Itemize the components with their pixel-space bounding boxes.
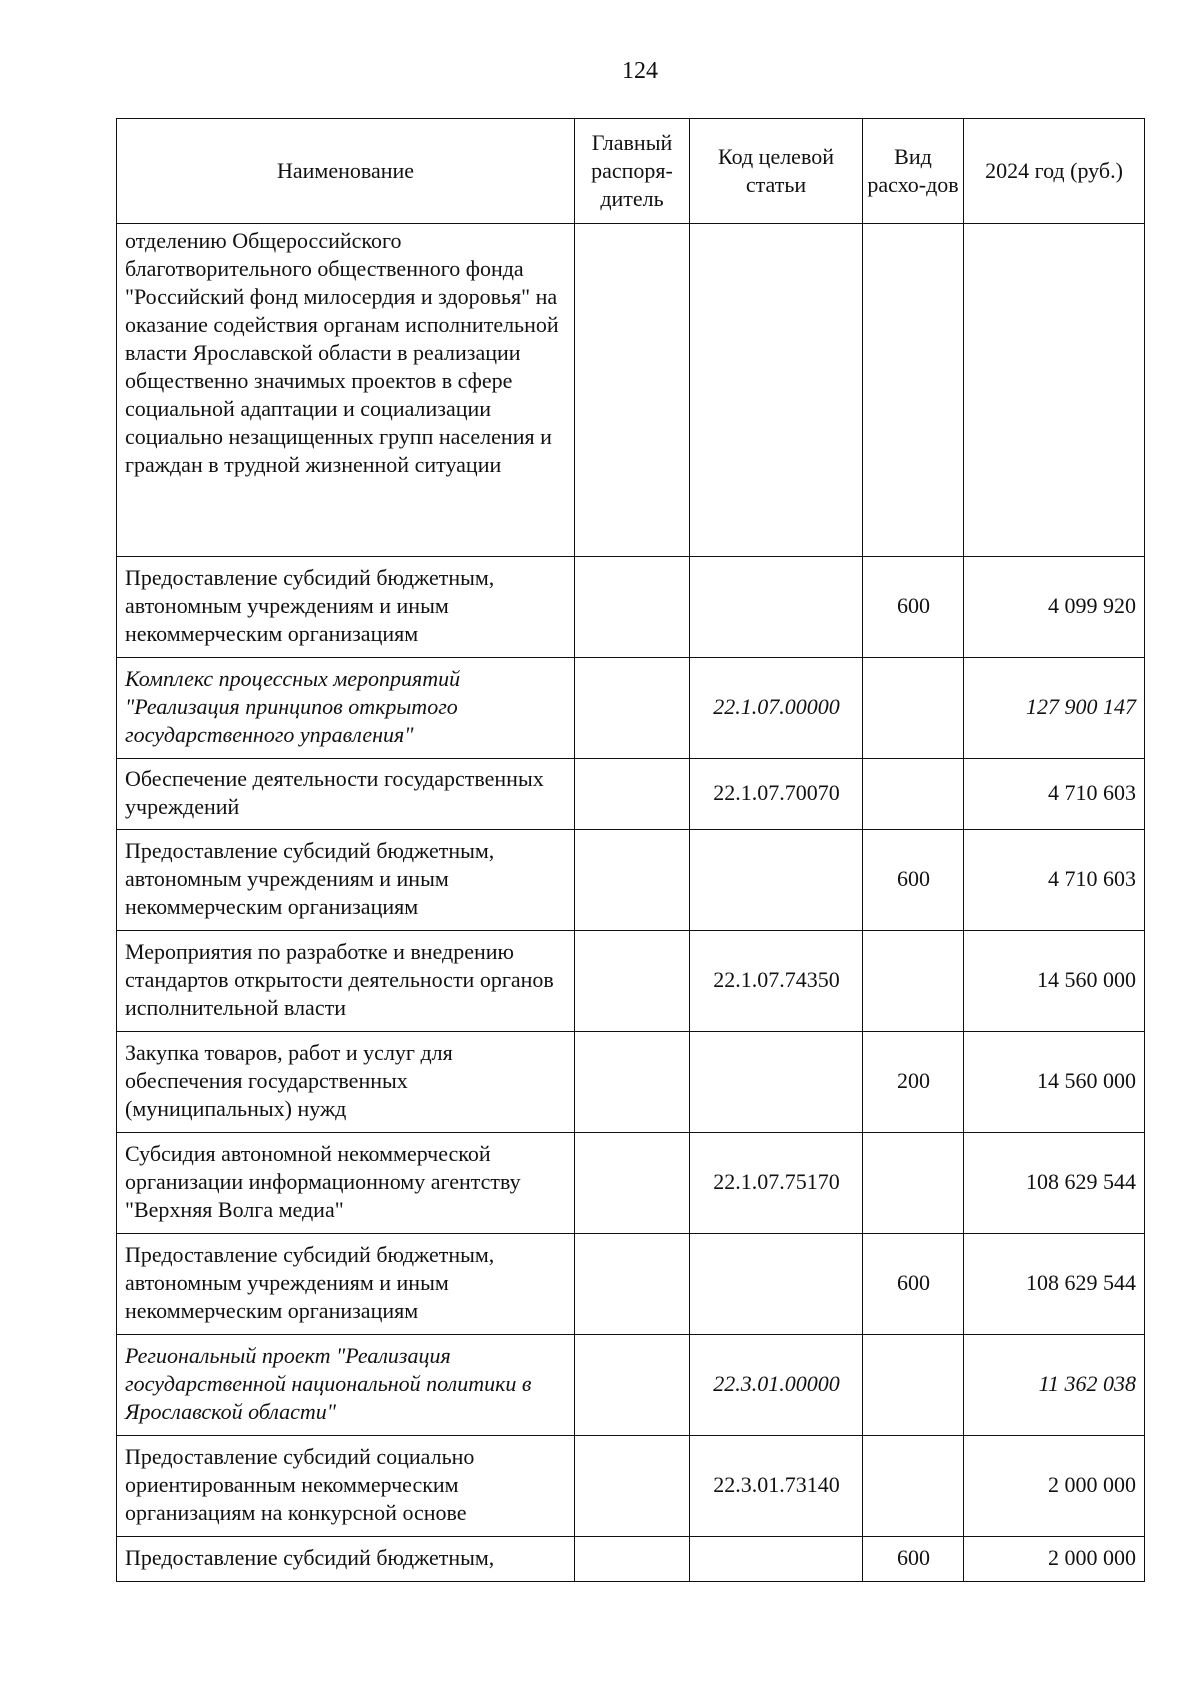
row-code xyxy=(690,224,863,557)
row-type xyxy=(863,1436,964,1537)
header-code: Код целевой статьи xyxy=(690,119,863,224)
row-code xyxy=(690,1234,863,1335)
row-type: 600 xyxy=(863,830,964,931)
header-name: Наименование xyxy=(117,119,575,224)
row-amount: 4 099 920 xyxy=(964,557,1145,658)
row-name: Мероприятия по разработке и внедрению стандартов открытости деятельности органов исполнительной власти xyxy=(117,931,575,1032)
row-code: 22.1.07.75170 xyxy=(690,1133,863,1234)
row-amount: 11 362 038 xyxy=(964,1335,1145,1436)
row-code xyxy=(690,557,863,658)
row-name: Предоставление субсидий бюджетным, xyxy=(117,1537,575,1582)
row-manager xyxy=(575,1537,690,1582)
budget-table xyxy=(116,118,1145,1582)
row-amount: 108 629 544 xyxy=(964,1133,1145,1234)
row-code: 22.1.07.00000 xyxy=(690,658,863,759)
table-row xyxy=(117,1537,1145,1582)
row-amount: 127 900 147 xyxy=(964,658,1145,759)
table-row xyxy=(117,1133,1145,1234)
row-manager xyxy=(575,1436,690,1537)
table-row xyxy=(117,658,1145,759)
row-type xyxy=(863,658,964,759)
row-amount: 2 000 000 xyxy=(964,1537,1145,1582)
row-code: 22.3.01.00000 xyxy=(690,1335,863,1436)
row-code xyxy=(690,1032,863,1133)
header-amount: 2024 год (руб.) xyxy=(964,119,1145,224)
row-type: 600 xyxy=(863,1537,964,1582)
row-manager xyxy=(575,224,690,557)
row-amount: 4 710 603 xyxy=(964,759,1145,830)
row-manager xyxy=(575,1234,690,1335)
row-name: Предоставление субсидий социально ориентированным некоммерческим организациям на конкурсной основе xyxy=(117,1436,575,1537)
row-amount: 14 560 000 xyxy=(964,931,1145,1032)
table-header-row xyxy=(117,119,1145,224)
row-type: 600 xyxy=(863,557,964,658)
row-type xyxy=(863,759,964,830)
row-name: Предоставление субсидий бюджетным, автономным учреждениям и иным некоммерческим организациям xyxy=(117,1234,575,1335)
row-type xyxy=(863,1133,964,1234)
row-manager xyxy=(575,830,690,931)
table-row xyxy=(117,224,1145,557)
row-code xyxy=(690,830,863,931)
table-row xyxy=(117,1335,1145,1436)
row-manager xyxy=(575,658,690,759)
row-manager xyxy=(575,1032,690,1133)
row-manager xyxy=(575,759,690,830)
row-code: 22.1.07.74350 xyxy=(690,931,863,1032)
row-amount: 14 560 000 xyxy=(964,1032,1145,1133)
row-code: 22.3.01.73140 xyxy=(690,1436,863,1537)
row-name: Предоставление субсидий бюджетным, автономным учреждениям и иным некоммерческим организациям xyxy=(117,830,575,931)
row-name: Предоставление субсидий бюджетным, автономным учреждениям и иным некоммерческим организациям xyxy=(117,557,575,658)
table-row xyxy=(117,931,1145,1032)
row-amount: 2 000 000 xyxy=(964,1436,1145,1537)
row-name: Обеспечение деятельности государственных учреждений xyxy=(117,759,575,830)
row-manager xyxy=(575,931,690,1032)
row-type: 600 xyxy=(863,1234,964,1335)
table-row xyxy=(117,557,1145,658)
table-row xyxy=(117,1032,1145,1133)
row-amount: 108 629 544 xyxy=(964,1234,1145,1335)
row-type: 200 xyxy=(863,1032,964,1133)
row-type xyxy=(863,1335,964,1436)
row-name: Субсидия автономной некоммерческой организации информационному агентству "Верхняя Волга медиа" xyxy=(117,1133,575,1234)
row-name: Региональный проект "Реализация государственной национальной политики в Ярославской области" xyxy=(117,1335,575,1436)
row-name: отделению Общероссийского благотворительного общественного фонда "Российский фонд милосердия и здоровья" на оказание содействия органам исполнительной власти Ярославской области в реализации общественно значимых проектов в сфере социальной адаптации и социализации социально незащищенных групп населения и граждан в трудной жизненной ситуации xyxy=(117,224,575,557)
row-type xyxy=(863,224,964,557)
table-row xyxy=(117,759,1145,830)
header-manager: Главный распоря-дитель xyxy=(575,119,690,224)
page-number: 124 xyxy=(622,58,658,84)
row-manager xyxy=(575,1133,690,1234)
table-row xyxy=(117,1436,1145,1537)
header-type: Вид расхо-дов xyxy=(863,119,964,224)
row-name: Комплекс процессных мероприятий "Реализация принципов открытого государственного управления" xyxy=(117,658,575,759)
row-code xyxy=(690,1537,863,1582)
row-manager xyxy=(575,557,690,658)
row-type xyxy=(863,931,964,1032)
row-amount: 4 710 603 xyxy=(964,830,1145,931)
row-name: Закупка товаров, работ и услуг для обеспечения государственных (муниципальных) нужд xyxy=(117,1032,575,1133)
row-manager xyxy=(575,1335,690,1436)
table-row xyxy=(117,1234,1145,1335)
table-row xyxy=(117,830,1145,931)
row-amount xyxy=(964,224,1145,557)
row-code: 22.1.07.70070 xyxy=(690,759,863,830)
